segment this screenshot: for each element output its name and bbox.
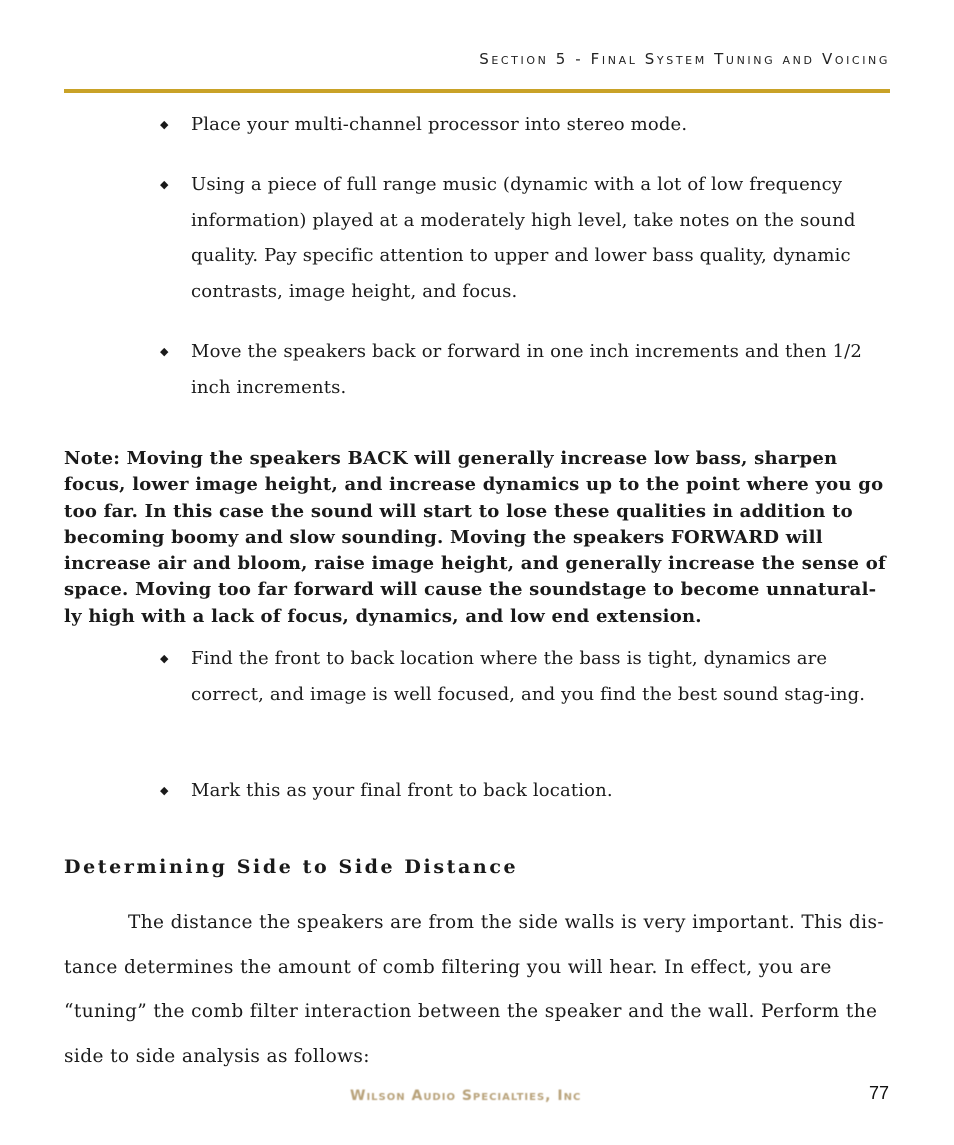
body-paragraph: The distance the speakers are from the side walls is very important. This dis-tance determines the amount of comb filtering you will hear. In effect, you are “tuning” the comb filter interaction between the speaker and the wall. Perform the side to side analysis as follows: [64,912,885,1067]
section-heading: Determining Side to Side Distance [64,856,519,878]
note-paragraph: Note: Moving the speakers BACK will generally increase low bass, sharpen focus, lower image height, and increase dynamics up to the point where you go too far. In this case the sound will start to lose these qualities in addition to becoming boomy and slow sounding. Moving the speakers FORWARD will increase air and bloom, raise image height, and generally increase the sense of space. Moving too far forward will cause the soundstage to become unnatural-ly high with a lack of focus, dynamics, and low end extension. [64,448,886,627]
page-number: 77 [868,1083,889,1103]
section-header: Section 5 - Final System Tuning and Voicing [479,50,890,68]
bullet-item: Place your multi-channel processor into stereo mode. [191,114,688,135]
company-footer [350,1088,602,1112]
bullet-item: Mark this as your final front to back location. [191,780,613,801]
bullet-marker: ◆ [160,118,169,131]
bullet-item: Move the speakers back or forward in one inch increments and then 1/2 inch increments. [191,341,862,398]
company-name: Wilson Audio Specialties, Inc [350,1088,582,1104]
header-rule [64,89,890,93]
bullet-marker: ◆ [160,345,169,358]
bullet-item: Find the front to back location where the bass is tight, dynamics are correct, and image is well focused, and you find the best sound stag-ing. [191,648,866,705]
bullet-marker: ◆ [160,178,169,191]
bullet-marker: ◆ [160,652,169,665]
bullet-item: Using a piece of full range music (dynamic with a lot of low frequency information) played at a moderately high level, take notes on the sound quality. Pay specific attention to upper and lower bass quality, dynamic contrasts, image height, and focus. [191,174,856,302]
bullet-marker: ◆ [160,784,169,797]
